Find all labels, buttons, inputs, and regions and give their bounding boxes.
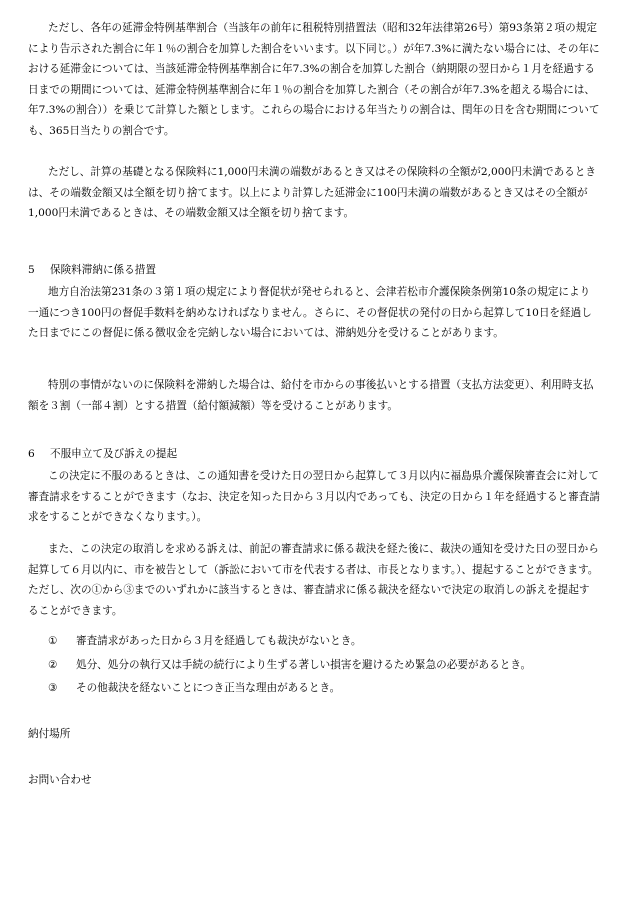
lawsuit-paragraph: また、この決定の取消しを求める訴えは、前記の審査請求に係る裁決を経た後に、裁決の通知を受けた日の翌日から起算して６月以内に、市を被告として（訴訟において市を代表する者は、市長となります。）、提起することができます。ただし、次の①から③までのいずれかに該当するときは、審査請求に係る裁決を経ないで決定の取消しの訴えを提起することができます。 — [28, 543, 599, 617]
delinquency-rate-paragraph: ただし、各年の延滞金特例基準割合（当該年の前年に租税特別措置法（昭和32年法律第26号）第93条第２項の規定により告示された割合に年１％の割合を加算した割合をいいます。以下同じ。）が年7.3%に満たない場合には、その年における延滞金については、当該延滞金特例基準割合に年7.3%の割合を加算した割合（納期限の翌日から１月を経過する日までの期間については、延滞金特例基準割合に年１％の割合を加算した割合（その割合が年7.3%を超える場合には、年7.3%の割合））を乗じて計算した額とします。これらの場合における年当たりの割合は、閏年の日を含む期間についても、365日当たりの割合です。 — [28, 22, 600, 137]
inquiry-label: お問い合わせ — [28, 774, 92, 786]
section-5-heading — [28, 260, 156, 280]
reminder-paragraph: 地方自治法第231条の３第１項の規定により督促状が発せられると、会津若松市介護保険条例第10条の規定により一通につき100円の督促手数料を納めなければなりません。さらに、その督促状の発付の日から起算して10日を経過した日までにこの督促に係る徴収金を完納しない場合においては、滞納処分を受けることがあります。 — [28, 286, 592, 340]
benefit-restriction-paragraph: 特別の事情がないのに保険料を滞納した場合は、給付を市からの事後払いとする措置（支払方法変更）、利用時支払額を３割（一部４割）とする措置（給付額減額）等を受けることがあります。 — [28, 379, 594, 412]
section-6-title: 不服申立て及び訴えの提起 — [50, 448, 178, 460]
section-6-heading — [28, 444, 177, 464]
list-item: ③ その他裁決を経ないことにつき正当な理由があるとき。 — [48, 682, 341, 694]
list-item: ① 審査請求があった日から３月を経過しても裁決がないとき。 — [48, 635, 362, 647]
list-item: ② 処分、処分の執行又は手続の続行により生ずる著しい損害を避けるため緊急の必要があるとき。 — [48, 659, 532, 671]
payment-place-label: 納付場所 — [28, 728, 71, 740]
rounding-paragraph: ただし、計算の基礎となる保険料に1,000円未満の端数があるとき又はその保険料の全額が2,000円未満であるときは、その端数金額又は全額を切り捨てます。以上により計算した延滞金に100円未満の端数があるとき又はその全額が1,000円未満であるときは、その端数金額又は全額を切り捨てます。 — [28, 166, 596, 220]
section-5-title: 保険料滞納に係る措置 — [50, 264, 156, 276]
section-5-number: 5 — [28, 264, 35, 276]
section-6-number: 6 — [28, 448, 35, 460]
appeal-paragraph: この決定に不服のあるときは、この通知書を受けた日の翌日から起算して３月以内に福島県介護保険審査会に対して審査請求をすることができます（なお、決定を知った日から３月以内であっても、決定の日から１年を経過すると審査請求をすることができなくなります。）。 — [28, 470, 600, 524]
